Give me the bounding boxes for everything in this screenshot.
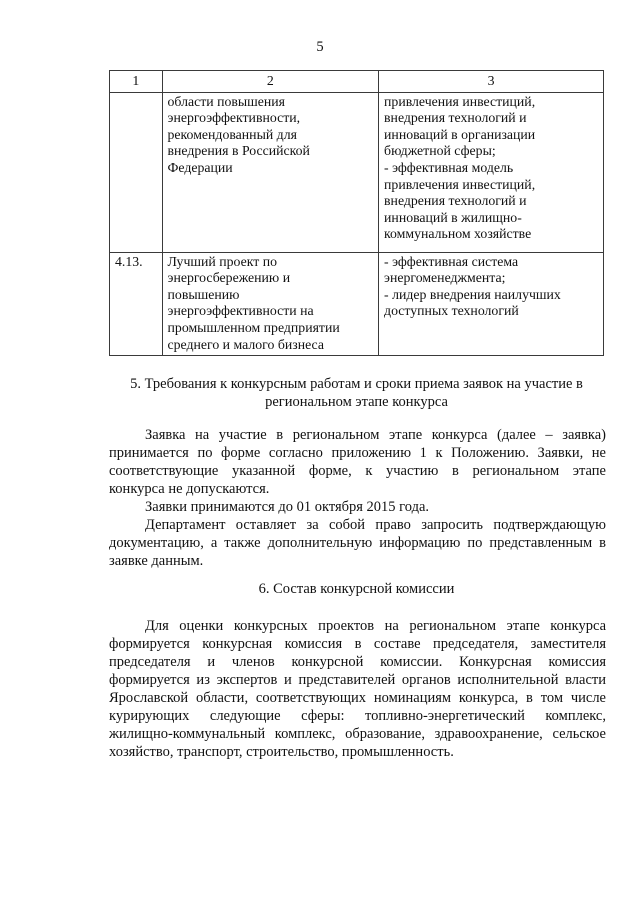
paragraph-line: Заявки принимаются до 01 октября 2015 года.: [145, 499, 430, 515]
cell-text-line: внедрения в Российской: [167, 143, 310, 159]
cell-text-line: коммунальном хозяйстве: [384, 226, 532, 242]
nomination-cell: [162, 252, 379, 356]
table-header-row: [110, 71, 604, 93]
paragraph-line: соответствующие указанной форме, к участию в региональном этапе: [109, 463, 606, 479]
paragraph-line: конкурса не допускаются.: [109, 481, 270, 497]
paragraph-line: формируется конкурсная комиссия в составе председателя, заместителя: [109, 636, 606, 652]
paragraph-line: принимается по форме согласно приложению 1 к Положению. Заявки, не: [109, 445, 606, 461]
cell-text-line: энергосбережению и: [167, 270, 291, 286]
cell-text-line: области повышения: [167, 93, 286, 109]
nominations-table: [109, 70, 604, 356]
cell-text-line: инноваций в жилищно-: [384, 209, 522, 225]
table-header-cell: 2: [162, 71, 379, 93]
paragraph-line: жилищно-коммунальный комплекс, образование, здравоохранение, сельское: [109, 726, 606, 742]
paragraph-line: документацию, а также дополнительную информацию по представленным в: [109, 535, 606, 551]
cell-text-line: среднего и малого бизнеса: [167, 336, 324, 352]
section-6-paragraph-1: [109, 617, 606, 761]
criteria-cell: [379, 92, 604, 252]
paragraph-line: Департамент оставляет за собой право запросить подтверждающую: [145, 517, 606, 533]
cell-text-line: энергоэффективности на: [167, 303, 314, 319]
paragraph-line: Ярославской области, соответствующих номинациям конкурса, в том числе: [109, 690, 606, 706]
table-row: [110, 252, 604, 356]
cell-text-line: - эффективная система: [384, 253, 519, 269]
paragraph-line: Заявка на участие в региональном этапе конкурса (далее – заявка): [145, 427, 606, 443]
paragraph-line: заявке данным.: [109, 553, 204, 569]
section-5-title: [109, 376, 604, 411]
cell-text-line: повышению: [167, 286, 240, 302]
page-number: 5: [316, 39, 324, 55]
cell-text-line: внедрения технологий и: [384, 110, 527, 126]
cell-text-line: привлечения инвестиций,: [384, 93, 536, 109]
paragraph-line: председателя и членов конкурсной комиссии. Конкурсная комиссия: [109, 654, 606, 670]
paragraph-line: хозяйство, транспорт, строительство, промышленность.: [109, 744, 454, 760]
row-number-cell: 4.13.: [110, 252, 163, 356]
cell-text-line: - лидер внедрения наилучших: [384, 286, 561, 302]
cell-text-line: энергоэффективности,: [167, 110, 301, 126]
cell-text-line: привлечения инвестиций,: [384, 176, 536, 192]
table-header-cell: 1: [110, 71, 163, 93]
nomination-cell: [162, 92, 379, 252]
section-6-title: 6. Состав конкурсной комиссии: [258, 581, 455, 597]
row-number-cell: [110, 92, 163, 252]
paragraph-line: курирующих следующие сферы: топливно-энергетический комплекс,: [109, 708, 606, 724]
cell-text-line: - эффективная модель: [384, 159, 514, 175]
cell-text-line: Федерации: [167, 159, 233, 175]
section-title-line: 5. Требования к конкурсным работам и сроки приема заявок на участие в: [130, 376, 583, 392]
cell-text-line: энергоменеджмента;: [384, 270, 506, 286]
cell-text-line: бюджетной сферы;: [384, 143, 496, 159]
cell-text-line: промышленном предприятии: [167, 319, 340, 335]
section-5-paragraph-1: [109, 426, 606, 498]
cell-text-line: Лучший проект по: [167, 253, 277, 269]
table-header-cell: 3: [379, 71, 604, 93]
cell-text-line: доступных технологий: [384, 303, 519, 319]
criteria-cell: [379, 252, 604, 356]
section-5-paragraph-2: [109, 498, 606, 516]
paragraph-line: формируется из экспертов и представителей органов исполнительной власти: [109, 672, 606, 688]
cell-text-line: инноваций в организации: [384, 126, 536, 142]
section-title-line: региональном этапе конкурса: [265, 393, 448, 410]
cell-text-line: рекомендованный для: [167, 126, 297, 142]
paragraph-line: Для оценки конкурсных проектов на региональном этапе конкурса: [145, 618, 606, 634]
table-row: [110, 92, 604, 252]
cell-text-line: внедрения технологий и: [384, 193, 527, 209]
section-5-paragraph-3: [109, 516, 606, 570]
